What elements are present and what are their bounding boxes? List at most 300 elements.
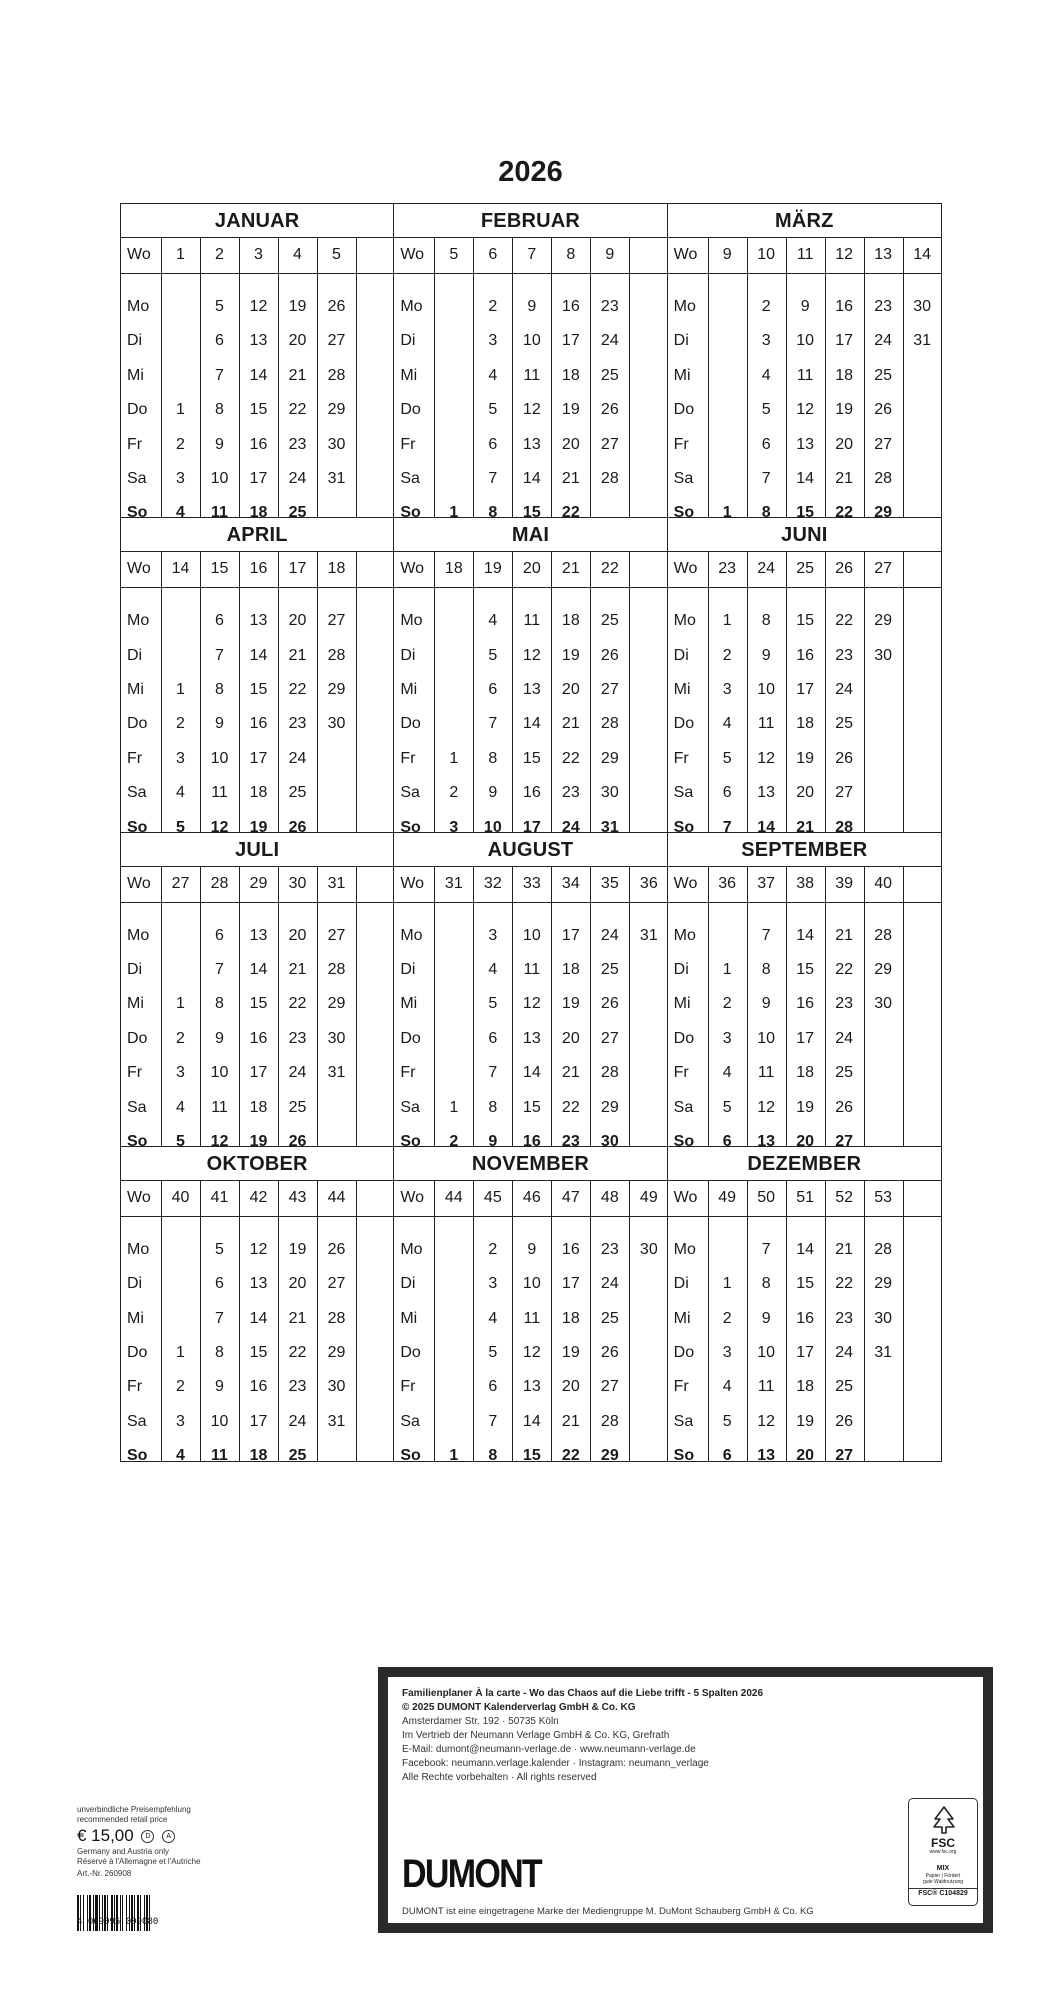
- week-number: 4: [293, 246, 302, 263]
- date-cell: 2: [722, 646, 732, 664]
- date-cell: 13: [522, 681, 541, 699]
- date-cell: 18: [561, 960, 580, 978]
- price-region-fr: Réservé à l'Allemagne et l'Autriche: [77, 1857, 201, 1866]
- date-cell: 5: [176, 1132, 185, 1150]
- date-cell: 5: [215, 298, 224, 315]
- weekday-label: So: [400, 818, 421, 836]
- week-label: Wo: [673, 1188, 698, 1206]
- date-cell: 7: [488, 715, 498, 733]
- day-row: [394, 1302, 666, 1336]
- date-cell: 9: [215, 1378, 224, 1396]
- fsc-text: FSC: [931, 1836, 955, 1850]
- month-name: APRIL: [121, 518, 393, 552]
- date-cell: 20: [561, 1378, 580, 1396]
- date-cell: 14: [522, 1064, 541, 1082]
- weekday-label: Mi: [400, 366, 418, 384]
- weekday-label: Mo: [127, 926, 150, 944]
- date-cell: [629, 953, 668, 987]
- day-row: [668, 428, 941, 462]
- date-cell: [629, 1056, 668, 1090]
- month-name: FEBRUAR: [394, 204, 666, 238]
- date-cell: 30: [600, 784, 619, 802]
- week-number: 44: [444, 1188, 463, 1206]
- date-cell: 13: [249, 612, 268, 630]
- weekday-label: Di: [400, 1275, 416, 1293]
- day-row: [668, 604, 941, 638]
- date-cell: 28: [327, 366, 346, 384]
- week-label: Wo: [127, 1188, 151, 1206]
- date-cell: 10: [210, 1064, 229, 1082]
- week-number: 49: [639, 1188, 658, 1206]
- weekday-label: Di: [673, 646, 689, 664]
- date-cell: 17: [835, 332, 854, 350]
- weekday-label: Do: [673, 1029, 695, 1047]
- weekday-label: Do: [127, 1343, 148, 1361]
- date-cell: 30: [327, 1029, 346, 1047]
- date-cell: 9: [761, 1309, 771, 1327]
- week-number: 32: [483, 874, 502, 892]
- weekday-label: Mo: [673, 612, 696, 630]
- date-cell: 30: [913, 298, 932, 315]
- weekday-label: So: [673, 504, 695, 522]
- fsc-code: FSC® C104829: [909, 1888, 977, 1899]
- date-cell: 28: [327, 1309, 346, 1327]
- day-row: [668, 1302, 941, 1336]
- date-cell: 19: [561, 1343, 580, 1361]
- date-cell: 18: [835, 366, 854, 384]
- date-cell: 2: [176, 1029, 185, 1047]
- date-cell: 6: [488, 435, 498, 453]
- date-cell: 16: [249, 1029, 268, 1047]
- date-cell: [317, 742, 356, 776]
- week-number: 12: [835, 246, 854, 263]
- weekday-label: Mo: [127, 1240, 150, 1258]
- date-cell: 5: [176, 818, 185, 836]
- date-cell: 26: [327, 1240, 346, 1258]
- day-row: [121, 359, 393, 393]
- date-cell: 30: [639, 1240, 658, 1258]
- day-row: [121, 290, 393, 324]
- date-cell: 16: [522, 1132, 541, 1150]
- date-cell: 23: [561, 784, 580, 802]
- date-cell: 3: [722, 1029, 732, 1047]
- date-cell: 4: [488, 960, 498, 978]
- country-badge-a: A: [162, 1830, 175, 1843]
- price-note: unverbindliche Preisempfehlung: [77, 1805, 191, 1814]
- date-cell: 23: [288, 1378, 307, 1396]
- week-number: 23: [718, 560, 737, 578]
- day-row: [121, 462, 393, 496]
- date-cell: 23: [835, 995, 854, 1013]
- publisher-box: [378, 1667, 993, 1933]
- weekday-label: So: [400, 504, 421, 522]
- date-cell: 25: [600, 960, 619, 978]
- date-cell: 27: [327, 332, 346, 350]
- week-label: Wo: [127, 874, 151, 892]
- date-cell: [434, 1267, 473, 1301]
- date-cell: 4: [176, 784, 185, 802]
- month-block: [394, 833, 667, 1150]
- day-row: [668, 953, 941, 987]
- date-cell: 7: [761, 470, 771, 487]
- week-number: 16: [249, 560, 268, 578]
- weekday-label: Do: [673, 401, 695, 419]
- weekday-label: Fr: [400, 435, 416, 453]
- week-number: 28: [210, 874, 229, 892]
- date-cell: 23: [288, 1029, 307, 1047]
- date-cell: [434, 462, 473, 496]
- date-cell: 21: [835, 470, 854, 487]
- weekday-label: Fr: [400, 1064, 416, 1082]
- week-number: 17: [288, 560, 307, 578]
- fsc-url: www.fsc.org: [929, 1849, 957, 1855]
- date-cell: 24: [600, 926, 619, 944]
- day-row: [121, 1405, 393, 1439]
- date-cell: 18: [249, 1447, 268, 1465]
- date-cell: 11: [757, 1064, 775, 1082]
- date-cell: 17: [561, 926, 580, 944]
- day-row: [394, 707, 666, 741]
- date-cell: 19: [561, 401, 580, 419]
- date-cell: 4: [722, 1378, 732, 1396]
- date-cell: 7: [761, 1240, 771, 1258]
- date-cell: 27: [874, 435, 893, 453]
- date-cell: 23: [600, 1240, 619, 1258]
- week-number: 7: [527, 246, 537, 263]
- date-cell: 17: [796, 1029, 815, 1047]
- date-cell: 19: [249, 1132, 268, 1150]
- date-cell: [629, 1370, 668, 1404]
- date-cell: 16: [561, 298, 580, 315]
- date-cell: 21: [796, 818, 815, 836]
- date-cell: 29: [874, 504, 893, 522]
- week-number: 50: [757, 1188, 776, 1206]
- week-number: 37: [757, 874, 776, 892]
- date-cell: 10: [210, 470, 229, 487]
- day-row: [121, 393, 393, 427]
- date-cell: 26: [288, 818, 307, 836]
- date-cell: 18: [249, 504, 268, 522]
- date-cell: 3: [176, 749, 185, 767]
- date-cell: 1: [449, 1447, 459, 1465]
- date-cell: 6: [215, 332, 224, 350]
- weekday-label: Do: [400, 715, 421, 733]
- date-cell: 13: [249, 1275, 268, 1293]
- week-number-row: [668, 867, 941, 903]
- date-cell: 26: [600, 995, 619, 1013]
- day-row: [121, 1439, 393, 1473]
- date-cell: [161, 1233, 200, 1267]
- date-cell: 9: [527, 1240, 537, 1258]
- date-cell: [864, 1405, 903, 1439]
- weekday-label: Sa: [673, 1098, 694, 1116]
- date-cell: 15: [249, 1343, 268, 1361]
- date-cell: [434, 707, 473, 741]
- date-cell: 30: [874, 646, 893, 664]
- week-number: 31: [444, 874, 463, 892]
- date-cell: 12: [522, 646, 541, 664]
- date-cell: 29: [327, 995, 346, 1013]
- week-number: 34: [561, 874, 580, 892]
- month-name: JUNI: [668, 518, 941, 552]
- date-cell: 21: [288, 646, 307, 664]
- week-label: Wo: [673, 246, 698, 263]
- date-cell: 15: [796, 1275, 815, 1293]
- date-cell: 18: [249, 1098, 268, 1116]
- weekday-label: Di: [400, 960, 416, 978]
- month-block: [394, 1147, 667, 1465]
- month-block: [121, 204, 394, 522]
- day-row: [668, 1267, 941, 1301]
- date-cell: 17: [249, 470, 268, 487]
- date-cell: 4: [761, 366, 771, 384]
- weekday-label: Mi: [400, 1309, 418, 1327]
- date-cell: 26: [835, 749, 854, 767]
- date-cell: 5: [488, 1343, 498, 1361]
- day-row: [394, 359, 666, 393]
- week-number: 51: [796, 1188, 815, 1206]
- date-cell: [708, 393, 747, 427]
- fsc-desc-2: gute Waldnutzung: [922, 1879, 964, 1885]
- date-cell: 2: [488, 298, 498, 315]
- week-number: 49: [718, 1188, 737, 1206]
- date-cell: [161, 1302, 200, 1336]
- date-cell: 16: [249, 1378, 268, 1396]
- month-name: AUGUST: [394, 833, 666, 867]
- date-cell: 15: [249, 401, 268, 419]
- date-cell: 31: [327, 1064, 346, 1082]
- date-cell: 2: [449, 1132, 459, 1150]
- date-cell: 9: [527, 298, 537, 315]
- week-number: 36: [639, 874, 658, 892]
- date-cell: 14: [249, 646, 268, 664]
- week-number: 11: [796, 246, 814, 263]
- date-cell: 3: [488, 1275, 498, 1293]
- date-cell: [708, 359, 747, 393]
- date-cell: 4: [488, 1309, 498, 1327]
- date-cell: 25: [600, 366, 619, 384]
- day-row: [394, 1091, 666, 1125]
- date-cell: 9: [488, 784, 498, 802]
- date-cell: 20: [288, 926, 307, 944]
- weekday-label: Mo: [400, 612, 423, 630]
- date-cell: 23: [561, 1132, 580, 1150]
- date-cell: 26: [835, 1412, 854, 1430]
- date-cell: 11: [523, 612, 541, 630]
- date-cell: [629, 1022, 668, 1056]
- date-cell: 26: [600, 646, 619, 664]
- date-cell: 2: [176, 715, 185, 733]
- day-row: [121, 1022, 393, 1056]
- date-cell: 12: [757, 749, 776, 767]
- date-cell: 3: [449, 818, 459, 836]
- day-row: [668, 742, 941, 776]
- date-cell: 1: [722, 612, 732, 630]
- date-cell: 26: [874, 401, 893, 419]
- day-row: [121, 1267, 393, 1301]
- date-cell: [629, 1302, 668, 1336]
- date-cell: 28: [874, 1240, 893, 1258]
- weekday-label: Fr: [673, 1378, 689, 1396]
- date-cell: [434, 1370, 473, 1404]
- day-row: [668, 987, 941, 1021]
- month-name: SEPTEMBER: [668, 833, 941, 867]
- week-number: 18: [444, 560, 463, 578]
- day-row: [394, 1370, 666, 1404]
- week-number: 40: [171, 1188, 190, 1206]
- month-block: [121, 833, 394, 1150]
- weekday-label: Sa: [127, 1412, 147, 1430]
- date-cell: 27: [327, 926, 346, 944]
- date-cell: 20: [288, 1275, 307, 1293]
- date-cell: 1: [449, 749, 459, 767]
- weekday-label: Fr: [400, 1378, 416, 1396]
- week-number: 19: [483, 560, 502, 578]
- date-cell: 1: [449, 1098, 459, 1116]
- date-cell: 13: [796, 435, 815, 453]
- date-cell: 6: [215, 612, 224, 630]
- date-cell: 17: [249, 1412, 268, 1430]
- date-cell: 19: [561, 995, 580, 1013]
- weekday-label: Sa: [400, 784, 420, 802]
- date-cell: [434, 953, 473, 987]
- date-cell: 10: [522, 1275, 541, 1293]
- date-cell: 28: [874, 926, 893, 944]
- date-cell: 19: [835, 401, 854, 419]
- day-row: [394, 1405, 666, 1439]
- weekday-label: Mo: [400, 298, 423, 315]
- date-cell: 16: [249, 715, 268, 733]
- date-cell: [161, 324, 200, 358]
- weekday-label: Sa: [673, 784, 694, 802]
- month-name: JANUAR: [121, 204, 393, 238]
- date-cell: 24: [874, 332, 893, 350]
- date-cell: 10: [522, 332, 541, 350]
- date-cell: 20: [796, 784, 815, 802]
- day-row: [121, 324, 393, 358]
- day-row: [121, 1233, 393, 1267]
- date-cell: [434, 987, 473, 1021]
- week-number: 26: [835, 560, 854, 578]
- date-cell: 25: [288, 504, 307, 522]
- date-cell: [434, 1022, 473, 1056]
- weekday-label: Mi: [673, 681, 691, 699]
- weekday-label: Sa: [400, 1098, 420, 1116]
- date-cell: 17: [522, 818, 541, 836]
- weekday-label: Mi: [673, 1309, 691, 1327]
- date-cell: 10: [757, 681, 776, 699]
- date-cell: 12: [796, 401, 815, 419]
- date-cell: 2: [761, 298, 771, 315]
- day-row: [394, 1439, 666, 1473]
- date-cell: 13: [249, 926, 268, 944]
- date-cell: [434, 359, 473, 393]
- date-cell: [864, 1056, 903, 1090]
- date-cell: 25: [600, 1309, 619, 1327]
- date-cell: [864, 1370, 903, 1404]
- day-row: [394, 290, 666, 324]
- weekday-label: Fr: [127, 749, 143, 767]
- date-cell: [903, 462, 942, 496]
- date-cell: 22: [288, 681, 307, 699]
- publisher-info: [402, 1687, 763, 1785]
- day-row: [668, 1233, 941, 1267]
- date-cell: [434, 324, 473, 358]
- week-number: 21: [561, 560, 580, 578]
- day-row: [668, 359, 941, 393]
- date-cell: 10: [210, 1412, 229, 1430]
- date-cell: 30: [874, 995, 893, 1013]
- date-cell: 4: [488, 366, 498, 384]
- day-row: [394, 639, 666, 673]
- week-label: Wo: [400, 560, 425, 578]
- date-cell: 31: [874, 1343, 893, 1361]
- month-name: NOVEMBER: [394, 1147, 666, 1181]
- date-cell: 15: [522, 504, 541, 522]
- date-cell: 22: [288, 995, 307, 1013]
- date-cell: 10: [796, 332, 815, 350]
- date-cell: 17: [796, 681, 815, 699]
- date-cell: 6: [722, 1447, 732, 1465]
- date-cell: [629, 1267, 668, 1301]
- date-cell: 8: [761, 504, 771, 522]
- date-cell: 18: [796, 1064, 815, 1082]
- date-cell: [434, 290, 473, 324]
- date-cell: 7: [488, 1412, 498, 1430]
- day-row: [394, 393, 666, 427]
- week-number: 39: [835, 874, 854, 892]
- date-cell: 11: [211, 1098, 228, 1116]
- date-cell: 16: [249, 435, 268, 453]
- weekday-label: Mo: [400, 1240, 423, 1258]
- date-cell: 25: [835, 1064, 854, 1082]
- date-cell: 12: [522, 401, 541, 419]
- date-cell: [434, 1405, 473, 1439]
- date-cell: 2: [722, 995, 732, 1013]
- date-cell: 22: [288, 1343, 307, 1361]
- date-cell: 3: [176, 1412, 185, 1430]
- date-cell: [708, 324, 747, 358]
- date-cell: 8: [215, 401, 224, 419]
- day-row: [668, 290, 941, 324]
- weekday-label: So: [127, 818, 148, 836]
- week-number-row: [394, 1181, 666, 1217]
- date-cell: 24: [600, 332, 619, 350]
- date-cell: 19: [796, 1412, 815, 1430]
- date-cell: 15: [249, 681, 268, 699]
- day-row: [121, 776, 393, 810]
- week-number-row: [121, 1181, 393, 1217]
- date-cell: 3: [761, 332, 771, 350]
- weekday-label: Mi: [127, 995, 144, 1013]
- week-label: Wo: [400, 874, 425, 892]
- date-cell: 21: [835, 1240, 854, 1258]
- weekday-label: Do: [127, 401, 148, 419]
- date-cell: 14: [796, 1240, 815, 1258]
- date-cell: 30: [327, 715, 346, 733]
- week-label: Wo: [673, 560, 698, 578]
- weekday-label: Sa: [127, 1098, 147, 1116]
- day-row: [121, 639, 393, 673]
- date-cell: 11: [211, 504, 228, 522]
- day-row: [121, 604, 393, 638]
- date-cell: 18: [561, 366, 580, 384]
- date-cell: 28: [600, 1412, 619, 1430]
- copyright: © 2025 DUMONT Kalenderverlag GmbH & Co. KG: [402, 1702, 636, 1713]
- date-cell: 25: [874, 366, 893, 384]
- day-row: [668, 707, 941, 741]
- weekday-label: Di: [673, 332, 689, 350]
